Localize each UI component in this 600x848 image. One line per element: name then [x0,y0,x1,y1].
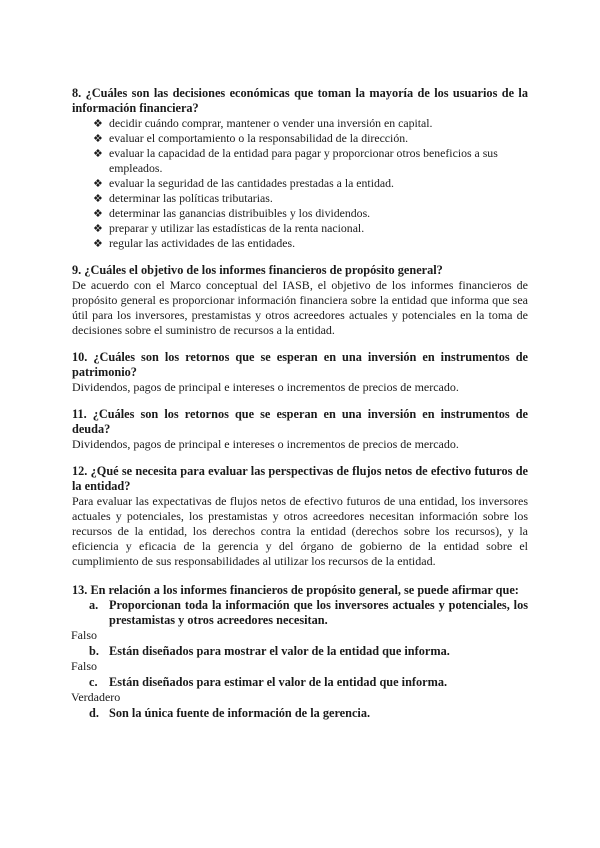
diamond-flower-bullet-icon: ❖ [93,147,103,160]
question-10-answer: Dividendos, pagos de principal e intereses o incrementos de precios de mercado. [72,380,459,394]
option-a: a. Proporcionan toda la información que los inversores actuales y potenciales, los prestamistas y otros acreedores necesitan. [89,598,528,627]
option-c-answer: Verdadero [71,690,121,704]
question-12 [72,464,528,569]
list-item: ❖ regular las actividades de las entidades. [93,236,296,250]
question-11-answer: Dividendos, pagos de principal e intereses o incrementos de precios de mercado. [72,437,459,451]
question-12-title: 12. ¿Qué se necesita para evaluar las perspectivas de flujos netos de efectivo futuros de la entidad? [72,464,528,493]
list-item: ❖ preparar y utilizar las estadísticas de la renta nacional. [93,221,365,235]
list-item: ❖ determinar las ganancias distribuibles y los dividendos. [93,206,371,220]
question-10-title: 10. ¿Cuáles son los retornos que se esperan en una inversión en instrumentos de patrimonio? [72,350,528,379]
question-11-title: 11. ¿Cuáles son los retornos que se esperan en una inversión en instrumentos de deuda? [72,407,528,436]
diamond-flower-bullet-icon: ❖ [93,237,103,250]
option-d: d. Son la única fuente de información de la gerencia. [89,706,371,720]
list-item: ❖ determinar las políticas tributarias. [93,191,273,205]
question-8 [72,86,528,251]
option-b: b. Están diseñados para mostrar el valor de la entidad que informa. [89,644,450,658]
list-item: ❖ evaluar la seguridad de las cantidades prestadas a la entidad. [93,176,394,190]
option-c: c. Están diseñados para estimar el valor de la entidad que informa. [89,675,448,689]
question-8-list [72,116,528,251]
question-13-title: 13. En relación a los informes financieros de propósito general, se puede afirmar que: [72,583,519,597]
document-page [72,86,528,721]
question-11 [72,407,528,452]
diamond-flower-bullet-icon: ❖ [93,222,103,235]
question-9 [72,263,528,338]
option-a-answer: Falso [71,628,98,642]
question-10 [72,350,528,395]
option-b-answer: Falso [71,659,98,673]
diamond-flower-bullet-icon: ❖ [93,177,103,190]
diamond-flower-bullet-icon: ❖ [93,132,103,145]
list-item: ❖ evaluar el comportamiento o la responsabilidad de la dirección. [93,131,409,145]
question-8-title: 8. ¿Cuáles son las decisiones económicas que toman la mayoría de los usuarios de la información financiera? [72,86,528,115]
diamond-flower-bullet-icon: ❖ [93,117,103,130]
diamond-flower-bullet-icon: ❖ [93,207,103,220]
diamond-flower-bullet-icon: ❖ [93,192,103,205]
list-item: ❖ decidir cuándo comprar, mantener o vender una inversión en capital. [93,116,433,130]
list-item: ❖ evaluar la capacidad de la entidad para pagar y proporcionar otros beneficios a sus empleados. [93,146,498,175]
question-9-answer: De acuerdo con el Marco conceptual del IASB, el objetivo de los informes financieros de propósito general es proporcionar información financiera sobre la entidad que informa que sea útil para los inversores, prestamistas y otros acreedores actuales y potenciales en la toma de decisiones sobre el suministro de recursos a la entidad. [72,278,528,337]
question-13 [72,583,528,721]
question-12-answer: Para evaluar las expectativas de flujos netos de efectivo futuros de una entidad, los inversores actuales y potenciales, los prestamistas y otros acreedores necesitan información sobre los recursos de la entidad, los derechos contra la entidad (derechos sobre los recursos), y la eficiencia y eficacia de la gerencia y del órgano de gobierno de la entidad sobre el cumplimiento de sus responsabilidades al utilizar los recursos de la entidad. [72,494,528,568]
question-9-title: 9. ¿Cuáles el objetivo de los informes financieros de propósito general? [72,263,443,277]
